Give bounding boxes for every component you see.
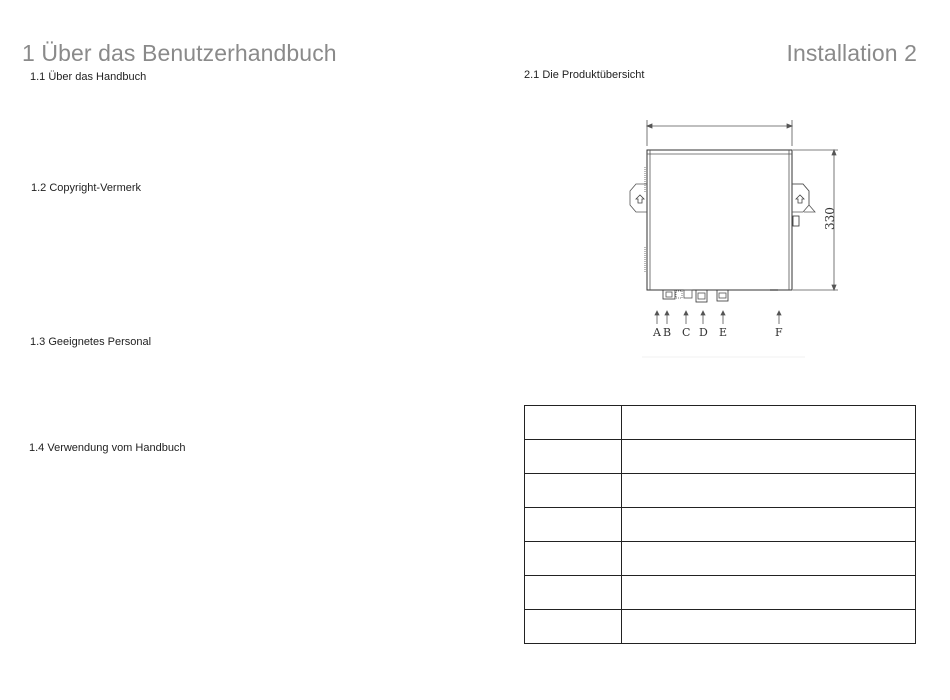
table-cell-description (622, 508, 916, 542)
table-cell-label (525, 406, 622, 440)
product-overview-table (524, 405, 916, 644)
section-heading-1-4: 1.4 Verwendung vom Handbuch (29, 442, 186, 454)
table-cell-description (622, 542, 916, 576)
table-cell-label (525, 610, 622, 644)
table-cell-label (525, 508, 622, 542)
product-overview-drawing (610, 112, 850, 362)
table-cell-description (622, 474, 916, 508)
port-label-e: E (719, 326, 728, 339)
dimension-label: 330 (823, 207, 837, 230)
section-heading-1-1: 1.1 Über das Handbuch (30, 71, 147, 83)
table-row (525, 610, 916, 644)
port-label-b: B (663, 326, 672, 339)
page-title-left: 1 Über das Benutzerhandbuch (22, 40, 337, 66)
table-row (525, 440, 916, 474)
table-cell-label (525, 474, 622, 508)
table-row (525, 576, 916, 610)
table-row (525, 406, 916, 440)
table-row (525, 508, 916, 542)
table-cell-label (525, 576, 622, 610)
page-title-right: Installation 2 (786, 40, 917, 66)
section-heading-1-3: 1.3 Geeignetes Personal (30, 336, 152, 348)
table-cell-description (622, 610, 916, 644)
port-label-d: D (699, 326, 708, 339)
section-heading-2-1: 2.1 Die Produktübersicht (524, 69, 645, 81)
section-heading-1-2: 1.2 Copyright-Vermerk (31, 182, 142, 194)
table-row (525, 474, 916, 508)
port-label-c: C (682, 326, 691, 339)
port-label-f: F (775, 326, 783, 339)
table-cell-description (622, 576, 916, 610)
table-cell-label (525, 440, 622, 474)
table-cell-description (622, 406, 916, 440)
port-label-a: A (653, 326, 661, 339)
table-row (525, 542, 916, 576)
table-cell-description (622, 440, 916, 474)
table-cell-label (525, 542, 622, 576)
